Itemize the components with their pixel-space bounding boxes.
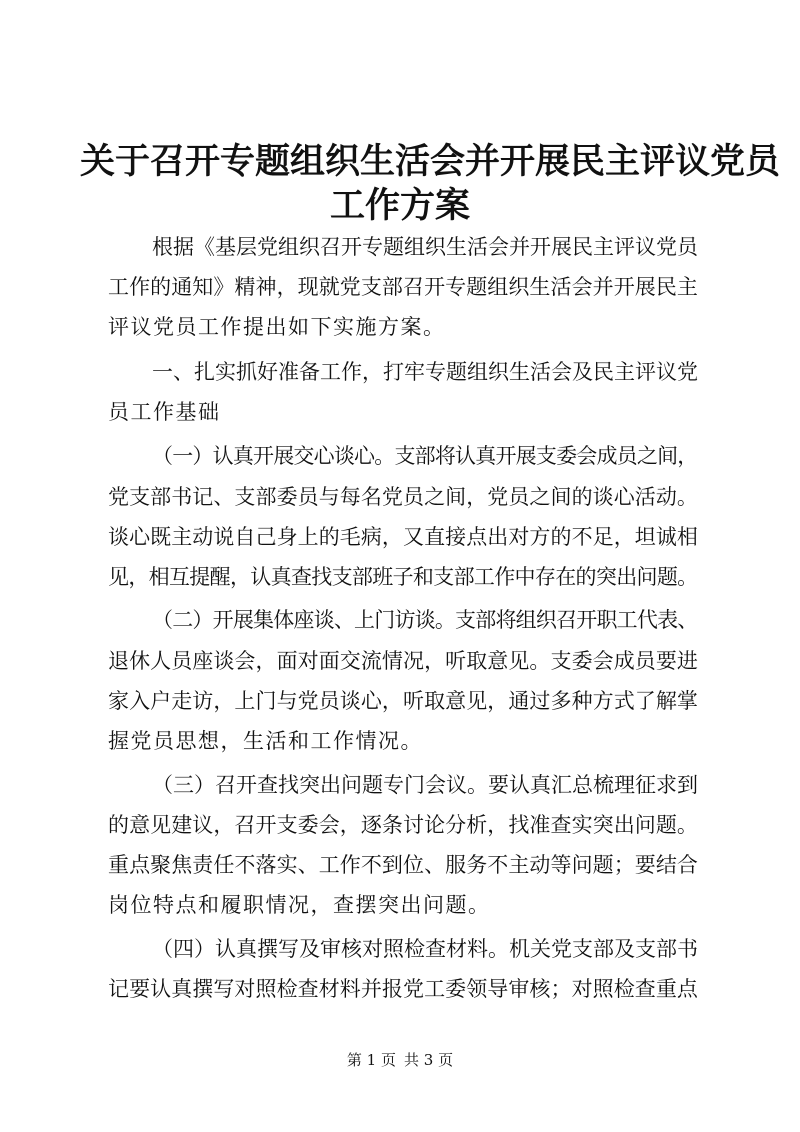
paragraph-line: 的意见建议，召开支委会，逐条讨论分析，找准查实突出问题。: [108, 813, 698, 837]
paragraph-line: 谈心既主动说自己身上的毛病，又直接点出对方的不足，坦诚相: [108, 525, 698, 549]
paragraph-line: （三）召开查找突出问题专门会议。要认真汇总梳理征求到: [152, 773, 698, 797]
document-title-line-2: 工作方案: [329, 185, 470, 226]
page-number: 第 1 页: [346, 1051, 396, 1069]
paragraph-line: 家入户走访，上门与党员谈心，听取意见，通过多种方式了解掌: [108, 689, 698, 713]
section-heading-line: 一、扎实抓好准备工作，打牢专题组织生活会及民主评议党: [152, 360, 698, 384]
paragraph-line: （四）认真撰写及审核对照检查材料。机关党支部及支部书: [152, 937, 698, 961]
document-title-line-1: 关于召开专题组织生活会并开展民主评议党员: [80, 141, 781, 182]
paragraph-line: 根据《基层党组织召开专题组织生活会并开展民主评议党员: [152, 235, 698, 259]
paragraph-line: 重点聚焦责任不落实、工作不到位、服务不主动等问题；要结合: [108, 853, 698, 877]
paragraph-line: 记要认真撰写对照检查材料并报党工委领导审核；对照检查重点: [108, 977, 698, 1001]
paragraph-line: 见，相互提醒，认真查找支部班子和支部工作中存在的突出问题。: [108, 565, 698, 589]
paragraph-line: 工作的通知》精神，现就党支部召开专题组织生活会并开展民主: [108, 275, 698, 299]
paragraph-line: （二）开展集体座谈、上门访谈。支部将组织召开职工代表、: [152, 608, 698, 632]
page-total: 共 3 页: [404, 1051, 454, 1069]
paragraph-line: 岗位特点和履职情况，查摆突出问题。: [108, 893, 491, 917]
section-heading-line: 员工作基础: [108, 400, 221, 424]
page-footer: [0, 1050, 800, 1070]
paragraph-line: 退休人员座谈会，面对面交流情况，听取意见。支委会成员要进: [108, 649, 698, 673]
paragraph-line: 握党员思想，生活和工作情况。: [108, 729, 423, 753]
paragraph-line: （一）认真开展交心谈心。支部将认真开展支委会成员之间，: [152, 444, 698, 468]
paragraph-line: 评议党员工作提出如下实施方案。: [108, 315, 446, 339]
paragraph-line: 党支部书记、支部委员与每名党员之间，党员之间的谈心活动。: [108, 485, 698, 509]
